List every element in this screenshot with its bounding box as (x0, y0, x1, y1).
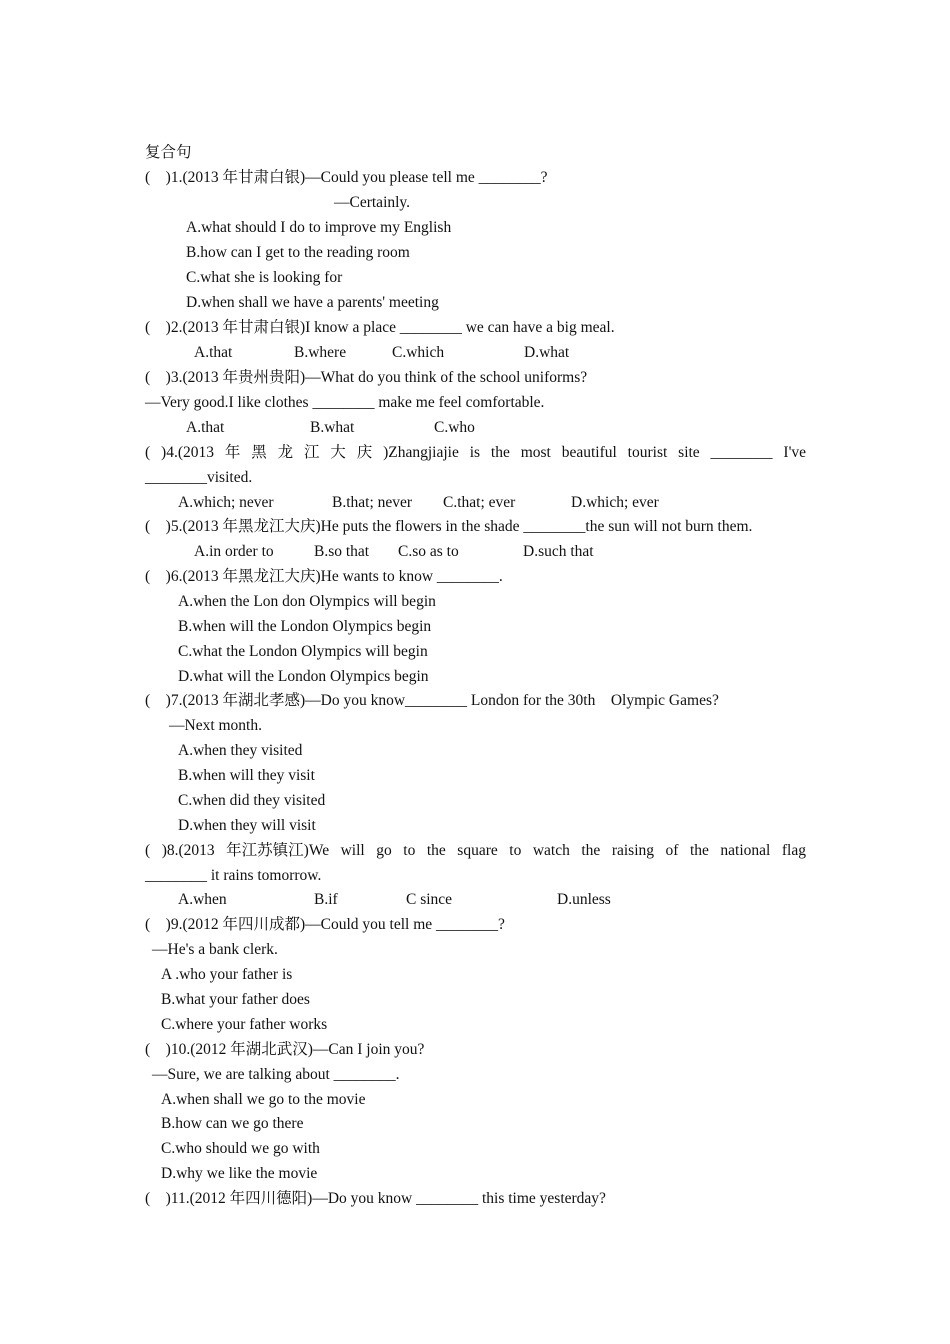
option-a: A.which; never (178, 494, 274, 511)
option-c: C.where your father works (161, 1016, 328, 1033)
option-c: C.which (392, 344, 445, 361)
option-a: A .who your father is (161, 966, 293, 983)
option-b: B.when will the London Olympics begin (178, 618, 432, 635)
option-d: D.why we like the movie (161, 1165, 318, 1182)
option-b: B.where (294, 344, 347, 361)
option-a: A.that (186, 419, 225, 436)
option-d: D.when shall we have a parents' meeting (186, 294, 439, 311)
answer-line: —Next month. (169, 717, 262, 734)
option-c: C since (406, 891, 453, 908)
option-a: A.when they visited (178, 742, 303, 759)
answer-line: —Certainly. (334, 194, 411, 211)
answer-line: —Sure, we are talking about ________. (152, 1066, 400, 1083)
option-d: D.such that (523, 543, 594, 560)
option-b: B.how can I get to the reading room (186, 244, 410, 261)
option-b: B.so that (314, 543, 370, 560)
option-b: B.what your father does (161, 991, 310, 1008)
option-a: A.when the Lon don Olympics will begin (178, 593, 436, 610)
option-b: B.when will they visit (178, 767, 315, 784)
question-3: ( )3.(2013 年贵州贵阳)—What do you think of the school uniforms? (145, 369, 588, 386)
question-9: ( )9.(2012 年四川成都)—Could you tell me ________? (145, 916, 505, 933)
option-c: C.what the London Olympics will begin (178, 643, 428, 660)
question-continuation: ________ it rains tomorrow. (145, 867, 322, 884)
option-a: A.that (194, 344, 233, 361)
option-d: D.unless (557, 891, 611, 908)
question-2: ( )2.(2013 年甘肃白银)I know a place ________ we can have a big meal. (145, 319, 615, 336)
option-c: C.when did they visited (178, 792, 326, 809)
page-title: 复合句 (145, 144, 192, 161)
option-c: C.who should we go with (161, 1140, 320, 1157)
option-a: A.when shall we go to the movie (161, 1091, 366, 1108)
option-a: A.in order to (194, 543, 274, 560)
answer-line: —He's a bank clerk. (152, 941, 278, 958)
option-d: D.when they will visit (178, 817, 316, 834)
option-c: C.so as to (398, 543, 459, 560)
question-1: ( )1.(2013 年甘肃白银)—Could you please tell me ________? (145, 169, 548, 186)
question-4: ( )4.(2013 年 黑 龙 江 大 庆 )Zhangjiajie is the most beautiful tourist site ________ I've (145, 444, 806, 461)
question-5: ( )5.(2013 年黑龙江大庆)He puts the flowers in the shade ________the sun will not burn them. (145, 518, 753, 535)
option-a: A.when (178, 891, 227, 908)
question-continuation: ________visited. (145, 469, 253, 486)
option-b: B.how can we go there (161, 1115, 304, 1132)
option-b: B.if (314, 891, 338, 908)
question-6: ( )6.(2013 年黑龙江大庆)He wants to know ________. (145, 568, 503, 585)
question-10: ( )10.(2012 年湖北武汉)—Can I join you? (145, 1041, 425, 1058)
question-7: ( )7.(2013 年湖北孝感)—Do you know________ London for the 30th Olympic Games? (145, 692, 719, 709)
option-c: C.what she is looking for (186, 269, 343, 286)
question-11: ( )11.(2012 年四川德阳)—Do you know ________ this time yesterday? (145, 1190, 606, 1207)
option-b: B.what (310, 419, 355, 436)
option-c: C.who (434, 419, 475, 436)
option-d: D.what (524, 344, 570, 361)
answer-line: —Very good.I like clothes ________ make me feel comfortable. (145, 394, 545, 411)
option-d: D.which; ever (571, 494, 659, 511)
option-d: D.what will the London Olympics begin (178, 668, 429, 685)
option-c: C.that; ever (443, 494, 516, 511)
question-8: ( )8.(2013 年江苏镇江)We will go to the square to watch the raising of the national flag (145, 842, 806, 859)
option-a: A.what should I do to improve my English (186, 219, 452, 236)
option-b: B.that; never (332, 494, 413, 511)
